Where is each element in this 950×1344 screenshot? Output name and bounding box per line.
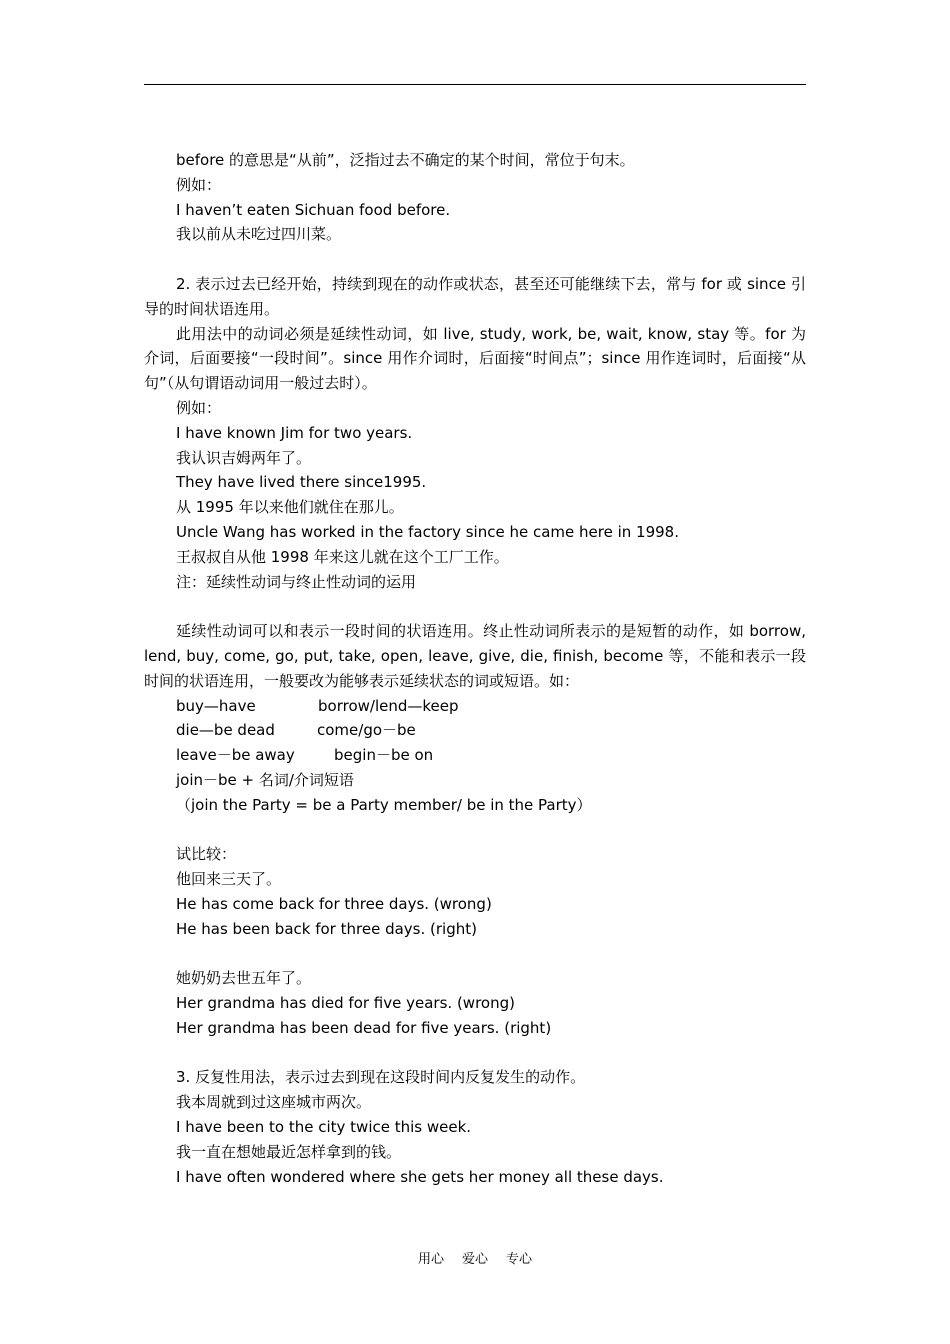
example-en: Her grandma has died for five years. (wrong) bbox=[176, 994, 515, 1013]
verb-pair: leave－be away bbox=[176, 746, 295, 765]
paragraph: before 的意思是“从前”，泛指过去不确定的某个时间，常位于句末。 bbox=[176, 151, 635, 169]
example-zh: 我一直在想她最近怎样拿到的钱。 bbox=[176, 1142, 402, 1161]
compare-label: 试比较： bbox=[176, 845, 237, 864]
verb-pair: buy—have bbox=[176, 696, 256, 715]
spacer bbox=[144, 942, 806, 967]
spacer bbox=[144, 1041, 806, 1066]
example-zh: 她奶奶去世五年了。 bbox=[176, 969, 312, 988]
note-title: 注：延续性动词与终止性动词的运用 bbox=[176, 572, 417, 591]
example-en: I have often wondered where she gets her money all these days. bbox=[176, 1167, 664, 1186]
footer-word: 爱心 bbox=[461, 1252, 488, 1267]
header-rule bbox=[144, 84, 806, 85]
party-note: （join the Party = be a Party member/ be in the Party） bbox=[176, 795, 592, 814]
example-en: Uncle Wang has worked in the factory since he came here in 1998. bbox=[176, 522, 679, 541]
example-zh: 他回来三天了。 bbox=[176, 870, 282, 889]
verb-pair: join－be + 名词/介词短语 bbox=[176, 770, 354, 789]
verb-pair-row bbox=[144, 694, 806, 719]
example-en: They have lived there since1995. bbox=[176, 473, 427, 492]
note-body: 延续性动词可以和表示一段时间的状语连用。终止性动词所表示的是短暂的动作，如 borrow, lend, buy, come, go, put, take, open, leave, give, die, finish, become 等，不能和表示一段时间的状语连用，一般要改为能够表示延续状态的词或短语。如： bbox=[144, 622, 806, 690]
example-label: 例如： bbox=[176, 175, 222, 194]
example-zh: 王叔叔自从他 1998 年来这儿就在这个工厂工作。 bbox=[176, 547, 509, 566]
example-zh: 我以前从未吃过四川菜。 bbox=[176, 225, 342, 244]
example-zh: 我本周就到过这座城市两次。 bbox=[176, 1093, 372, 1112]
usage-2-note: 此用法中的动词必须是延续性动词，如 live, study, work, be, wait, know, stay 等。for 为介词，后面要接“一段时间”。since 用作介词时，后面接“时间点”；since 用作连词时，后面接“从句”（从句谓语动词用一般过去时）。 bbox=[144, 324, 806, 393]
footer-word: 专心 bbox=[506, 1252, 533, 1267]
verb-pair: come/go－be bbox=[317, 721, 416, 740]
verb-pair-row bbox=[144, 718, 806, 743]
verb-pair: begin－be on bbox=[334, 746, 434, 765]
example-en: I have been to the city twice this week. bbox=[176, 1118, 472, 1137]
document-body bbox=[144, 148, 806, 1189]
example-en: He has been back for three days. (right) bbox=[176, 919, 477, 938]
example-en: Her grandma has been dead for five years. (right) bbox=[176, 1018, 552, 1037]
spacer bbox=[144, 247, 806, 272]
spacer bbox=[144, 594, 806, 619]
verb-pair: borrow/lend—keep bbox=[318, 696, 459, 715]
verb-pair-row bbox=[144, 743, 806, 768]
footer-word: 用心 bbox=[417, 1252, 444, 1267]
usage-2-heading: 2. 表示过去已经开始，持续到现在的动作或状态，甚至还可能继续下去，常与 for 或 since 引导的时间状语连用。 bbox=[144, 274, 806, 318]
example-zh: 我认识吉姆两年了。 bbox=[176, 448, 312, 467]
example-label: 例如： bbox=[176, 398, 222, 417]
example-en: He has come back for three days. (wrong) bbox=[176, 894, 492, 913]
example-en: I have known Jim for two years. bbox=[176, 423, 413, 442]
usage-3-heading: 3. 反复性用法，表示过去到现在这段时间内反复发生的动作。 bbox=[176, 1068, 586, 1087]
example-en: I haven’t eaten Sichuan food before. bbox=[176, 200, 451, 219]
page-footer bbox=[0, 1248, 950, 1267]
spacer bbox=[144, 818, 806, 843]
example-zh: 从 1995 年以来他们就住在那儿。 bbox=[176, 498, 404, 517]
verb-pair: die—be dead bbox=[176, 721, 275, 740]
